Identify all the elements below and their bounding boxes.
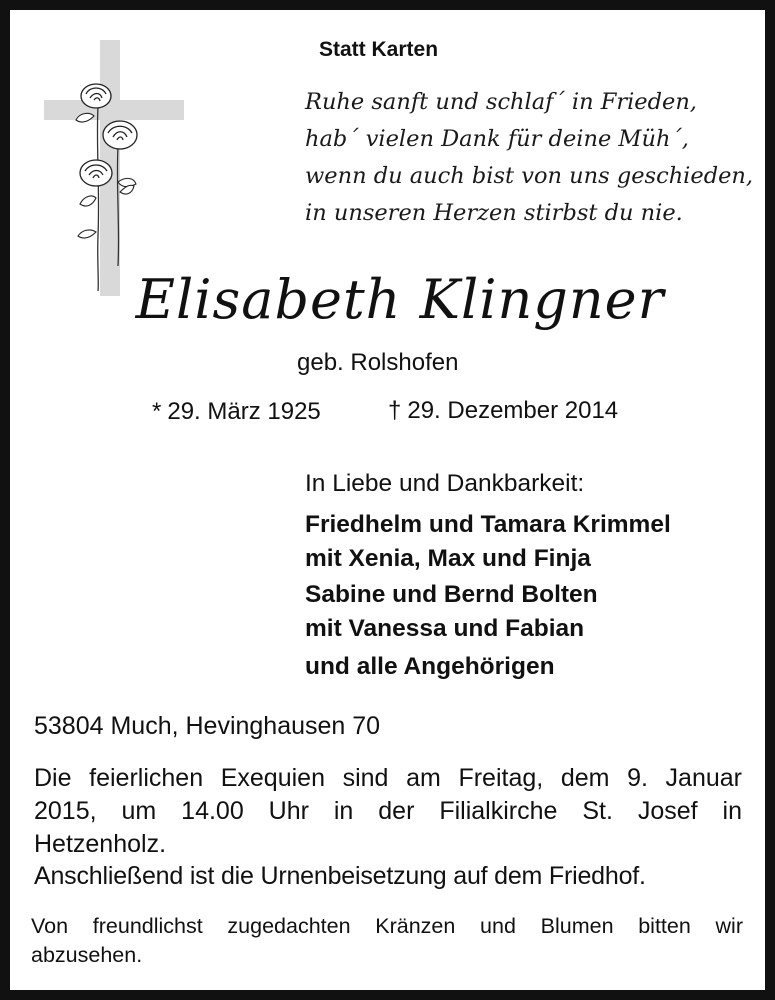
birth-line [152,398,321,426]
mourner-group [305,578,671,646]
statt-karten-heading: Statt Karten [319,38,439,61]
exequien-line: Hetzenholz. [34,830,167,858]
death-date: 29. Dezember 2014 [407,397,619,424]
birth-date: 29. März 1925 [167,398,321,425]
mourners-intro: In Liebe und Dankbarkeit: [305,470,585,497]
death-line [388,397,618,425]
flowers-line: abzusehen. [31,943,143,967]
death-cross-icon: † [388,397,402,424]
memorial-poem [305,84,765,232]
deceased-name: Elisabeth Klingner [135,268,665,331]
mourners-list [305,508,671,686]
poem-line: in unseren Herzen stirbst du nie. [305,200,683,226]
mourner-group [305,650,671,684]
burial-notice: Anschließend ist die Urnenbeisetzung auf dem Friedhof. [34,862,646,890]
mourner-line: mit Vanessa und Fabian [305,615,585,642]
poem-line: wenn du auch bist von uns geschieden, [305,163,754,189]
flowers-notice [31,912,743,970]
cross-with-roses-icon [38,36,188,301]
flowers-line: Von freundlichst zugedachten Kränzen und Blumen bitten wir [31,914,743,938]
birth-star-icon: * [152,398,162,425]
mourner-line: Friedhelm und Tamara Krimmel [305,511,671,538]
poem-line: hab´ vielen Dank für deine Müh´, [305,126,689,152]
mourner-line: mit Xenia, Max und Finja [305,545,591,572]
mourner-line: Sabine und Bernd Bolten [305,581,598,608]
poem-line: Ruhe sanft und schlaf´ in Frieden, [305,89,697,115]
mourner-line: und alle Angehörigen [305,653,555,680]
maiden-name: geb. Rolshofen [297,349,459,376]
exequien-line: Die feierlichen Exequien sind am Freitag, dem 9. Januar [34,764,742,792]
exequien-notice [34,762,742,861]
address: 53804 Much, Hevinghausen 70 [34,712,381,740]
exequien-line: 2015, um 14.00 Uhr in der Filialkirche St. Josef in [34,797,742,825]
mourner-group [305,508,671,576]
